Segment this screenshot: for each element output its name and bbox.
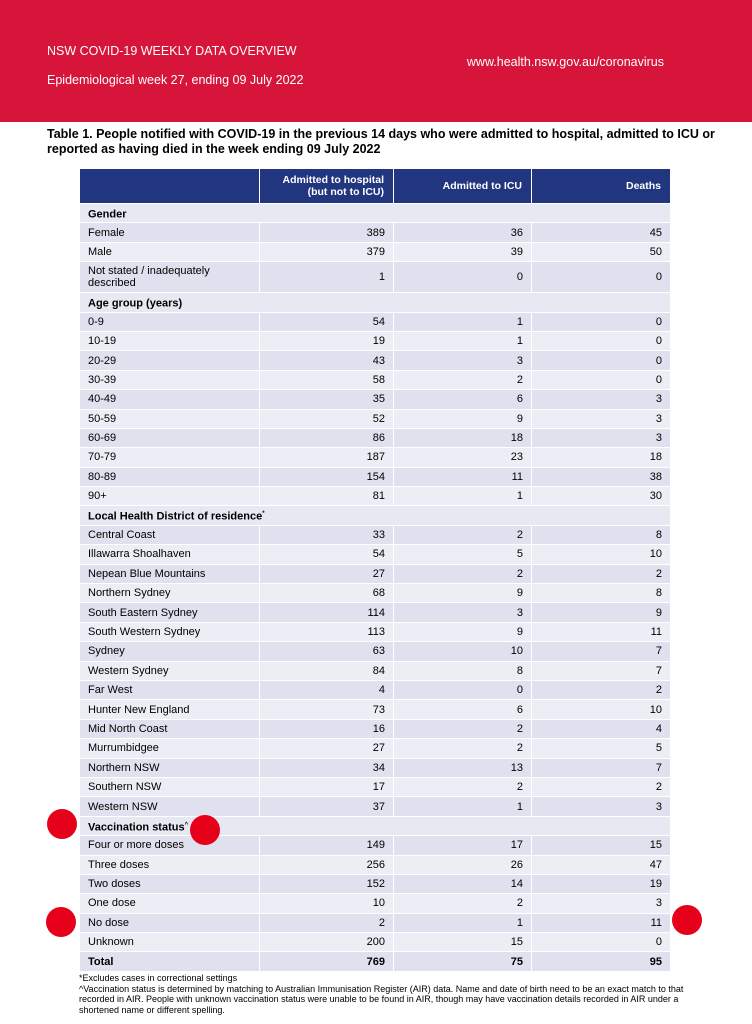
value-cell: 1	[394, 331, 532, 350]
row-label: Unknown	[80, 933, 260, 952]
table-row	[80, 467, 671, 486]
red-marker-dot	[672, 905, 702, 935]
row-label: 70-79	[80, 448, 260, 467]
section-label-text: Local Health District of residence	[88, 510, 263, 523]
section-header-row	[80, 506, 671, 525]
table-row	[80, 680, 671, 699]
section-label	[80, 816, 671, 835]
row-label: 10-19	[80, 331, 260, 350]
value-cell: 37	[260, 797, 394, 816]
value-cell: 16	[260, 719, 394, 738]
value-cell: 58	[260, 370, 394, 389]
value-cell: 0	[532, 312, 671, 331]
value-cell: 86	[260, 428, 394, 447]
value-cell: 256	[260, 855, 394, 874]
value-cell: 3	[394, 603, 532, 622]
value-cell: 23	[394, 448, 532, 467]
value-cell: 149	[260, 836, 394, 855]
table-row	[80, 262, 671, 293]
row-label: One dose	[80, 894, 260, 913]
row-label: Northern Sydney	[80, 584, 260, 603]
row-label: No dose	[80, 913, 260, 932]
row-label: Murrumbidgee	[80, 739, 260, 758]
total-value: 769	[260, 952, 394, 971]
value-cell: 26	[394, 855, 532, 874]
value-cell: 0	[532, 933, 671, 952]
section-header-row	[80, 816, 671, 835]
table-row	[80, 836, 671, 855]
value-cell: 2	[394, 525, 532, 544]
value-cell: 73	[260, 700, 394, 719]
row-label: 0-9	[80, 312, 260, 331]
section-label	[80, 506, 671, 525]
value-cell: 1	[394, 913, 532, 932]
value-cell: 2	[532, 564, 671, 583]
table-row	[80, 545, 671, 564]
value-cell: 8	[394, 661, 532, 680]
red-marker-dot	[190, 815, 220, 845]
row-label: 50-59	[80, 409, 260, 428]
row-label: Two doses	[80, 874, 260, 893]
value-cell: 43	[260, 351, 394, 370]
value-cell: 2	[394, 777, 532, 796]
footnote-mark: ^	[184, 821, 189, 828]
section-label-text: Age group (years)	[88, 297, 183, 310]
data-table	[79, 168, 671, 972]
table-body	[80, 204, 671, 972]
table-row	[80, 428, 671, 447]
value-cell: 11	[532, 913, 671, 932]
value-cell: 5	[394, 545, 532, 564]
section-label	[80, 293, 671, 312]
value-cell: 10	[532, 700, 671, 719]
table-row	[80, 661, 671, 680]
table-row	[80, 448, 671, 467]
value-cell: 9	[394, 584, 532, 603]
value-cell: 63	[260, 642, 394, 661]
row-label: Male	[80, 242, 260, 261]
value-cell: 389	[260, 223, 394, 242]
value-cell: 68	[260, 584, 394, 603]
table-row	[80, 700, 671, 719]
total-value: 75	[394, 952, 532, 971]
value-cell: 52	[260, 409, 394, 428]
section-header-row	[80, 293, 671, 312]
row-label: Southern NSW	[80, 777, 260, 796]
value-cell: 152	[260, 874, 394, 893]
value-cell: 17	[394, 836, 532, 855]
column-header	[80, 169, 260, 204]
value-cell: 2	[394, 719, 532, 738]
value-cell: 8	[532, 584, 671, 603]
value-cell: 1	[260, 262, 394, 293]
header-banner	[0, 0, 752, 122]
value-cell: 3	[532, 409, 671, 428]
value-cell: 50	[532, 242, 671, 261]
value-cell: 54	[260, 312, 394, 331]
value-cell: 8	[532, 525, 671, 544]
row-label: Sydney	[80, 642, 260, 661]
table-row	[80, 894, 671, 913]
value-cell: 2	[532, 680, 671, 699]
row-label: Hunter New England	[80, 700, 260, 719]
row-label: South Eastern Sydney	[80, 603, 260, 622]
table-row	[80, 622, 671, 641]
value-cell: 2	[394, 739, 532, 758]
value-cell: 27	[260, 739, 394, 758]
value-cell: 4	[532, 719, 671, 738]
website-link[interactable]: www.health.nsw.gov.au/coronavirus	[466, 55, 664, 69]
table-row	[80, 797, 671, 816]
value-cell: 13	[394, 758, 532, 777]
value-cell: 3	[532, 428, 671, 447]
value-cell: 3	[394, 351, 532, 370]
value-cell: 0	[394, 262, 532, 293]
row-label: 40-49	[80, 390, 260, 409]
table-row	[80, 584, 671, 603]
row-label: South Western Sydney	[80, 622, 260, 641]
row-label: Western NSW	[80, 797, 260, 816]
value-cell: 2	[394, 370, 532, 389]
row-label: Nepean Blue Mountains	[80, 564, 260, 583]
table-header-row	[80, 169, 671, 204]
table-row	[80, 719, 671, 738]
value-cell: 38	[532, 467, 671, 486]
value-cell: 84	[260, 661, 394, 680]
value-cell: 27	[260, 564, 394, 583]
row-label: 90+	[80, 487, 260, 506]
value-cell: 3	[532, 797, 671, 816]
value-cell: 11	[532, 622, 671, 641]
red-marker-dot	[46, 907, 76, 937]
value-cell: 0	[532, 331, 671, 350]
value-cell: 14	[394, 874, 532, 893]
section-header-row	[80, 204, 671, 223]
value-cell: 114	[260, 603, 394, 622]
column-header: Admitted to hospital (but not to ICU)	[260, 169, 394, 204]
table-row	[80, 312, 671, 331]
value-cell: 0	[532, 262, 671, 293]
value-cell: 9	[394, 409, 532, 428]
row-label: Four or more doses	[80, 836, 260, 855]
footnote: ^Vaccination status is determined by matching to Australian Immunisation Register (AIR) data. Name and date of birth need to be an exact match to that recorded in AIR. People with unknown vaccination status were unable to be found in AIR, though may have vaccination details recorded in AIR under a shortened name or different spelling.	[79, 983, 684, 1015]
row-label: Illawarra Shoalhaven	[80, 545, 260, 564]
value-cell: 34	[260, 758, 394, 777]
value-cell: 113	[260, 622, 394, 641]
value-cell: 0	[532, 370, 671, 389]
column-header: Deaths	[532, 169, 671, 204]
value-cell: 17	[260, 777, 394, 796]
table-row	[80, 874, 671, 893]
value-cell: 47	[532, 855, 671, 874]
value-cell: 0	[394, 680, 532, 699]
table-row	[80, 525, 671, 544]
row-label: Mid North Coast	[80, 719, 260, 738]
row-label: 80-89	[80, 467, 260, 486]
table-row	[80, 758, 671, 777]
table-row	[80, 739, 671, 758]
row-label: Far West	[80, 680, 260, 699]
value-cell: 30	[532, 487, 671, 506]
table-row	[80, 642, 671, 661]
row-label: Not stated / inadequately described	[80, 262, 260, 293]
value-cell: 10	[260, 894, 394, 913]
table-title: Table 1. People notified with COVID-19 in the previous 14 days who were admitted to hospital, admitted to ICU or reported as having died in the week ending 09 July 2022	[47, 127, 715, 156]
column-header: Admitted to ICU	[394, 169, 532, 204]
value-cell: 39	[394, 242, 532, 261]
table-row	[80, 331, 671, 350]
value-cell: 2	[394, 894, 532, 913]
value-cell: 379	[260, 242, 394, 261]
footnote: *Excludes cases in correctional settings	[79, 972, 238, 983]
table-row	[80, 913, 671, 932]
value-cell: 18	[532, 448, 671, 467]
value-cell: 45	[532, 223, 671, 242]
table-row	[80, 370, 671, 389]
value-cell: 36	[394, 223, 532, 242]
value-cell: 19	[260, 331, 394, 350]
value-cell: 1	[394, 797, 532, 816]
value-cell: 7	[532, 661, 671, 680]
red-marker-dot	[47, 809, 77, 839]
value-cell: 9	[532, 603, 671, 622]
section-label	[80, 204, 671, 223]
value-cell: 10	[394, 642, 532, 661]
value-cell: 2	[260, 913, 394, 932]
value-cell: 9	[394, 622, 532, 641]
value-cell: 7	[532, 642, 671, 661]
total-label: Total	[80, 952, 260, 971]
value-cell: 6	[394, 700, 532, 719]
value-cell: 2	[532, 777, 671, 796]
value-cell: 15	[394, 933, 532, 952]
value-cell: 81	[260, 487, 394, 506]
total-row	[80, 952, 671, 971]
value-cell: 11	[394, 467, 532, 486]
value-cell: 187	[260, 448, 394, 467]
table-row	[80, 855, 671, 874]
table-row	[80, 603, 671, 622]
value-cell: 54	[260, 545, 394, 564]
row-label: Three doses	[80, 855, 260, 874]
row-label: 60-69	[80, 428, 260, 447]
table-row	[80, 487, 671, 506]
report-title: NSW COVID-19 WEEKLY DATA OVERVIEW	[47, 44, 297, 58]
footnote-mark: *	[262, 511, 265, 518]
table-row	[80, 777, 671, 796]
table-row	[80, 242, 671, 261]
value-cell: 35	[260, 390, 394, 409]
table-row	[80, 933, 671, 952]
row-label: Northern NSW	[80, 758, 260, 777]
value-cell: 10	[532, 545, 671, 564]
value-cell: 19	[532, 874, 671, 893]
value-cell: 3	[532, 894, 671, 913]
value-cell: 1	[394, 487, 532, 506]
table-row	[80, 409, 671, 428]
report-subtitle: Epidemiological week 27, ending 09 July 2022	[47, 73, 304, 87]
row-label: Central Coast	[80, 525, 260, 544]
value-cell: 200	[260, 933, 394, 952]
value-cell: 15	[532, 836, 671, 855]
value-cell: 5	[532, 739, 671, 758]
total-value: 95	[532, 952, 671, 971]
row-label: 30-39	[80, 370, 260, 389]
table-row	[80, 223, 671, 242]
table-row	[80, 564, 671, 583]
value-cell: 2	[394, 564, 532, 583]
value-cell: 33	[260, 525, 394, 544]
row-label: 20-29	[80, 351, 260, 370]
row-label: Female	[80, 223, 260, 242]
value-cell: 3	[532, 390, 671, 409]
value-cell: 1	[394, 312, 532, 331]
section-label-text: Gender	[88, 208, 127, 221]
value-cell: 4	[260, 680, 394, 699]
value-cell: 7	[532, 758, 671, 777]
value-cell: 18	[394, 428, 532, 447]
row-label: Western Sydney	[80, 661, 260, 680]
table-row	[80, 390, 671, 409]
value-cell: 6	[394, 390, 532, 409]
value-cell: 154	[260, 467, 394, 486]
value-cell: 0	[532, 351, 671, 370]
section-label-text: Vaccination status	[88, 821, 185, 834]
table-row	[80, 351, 671, 370]
